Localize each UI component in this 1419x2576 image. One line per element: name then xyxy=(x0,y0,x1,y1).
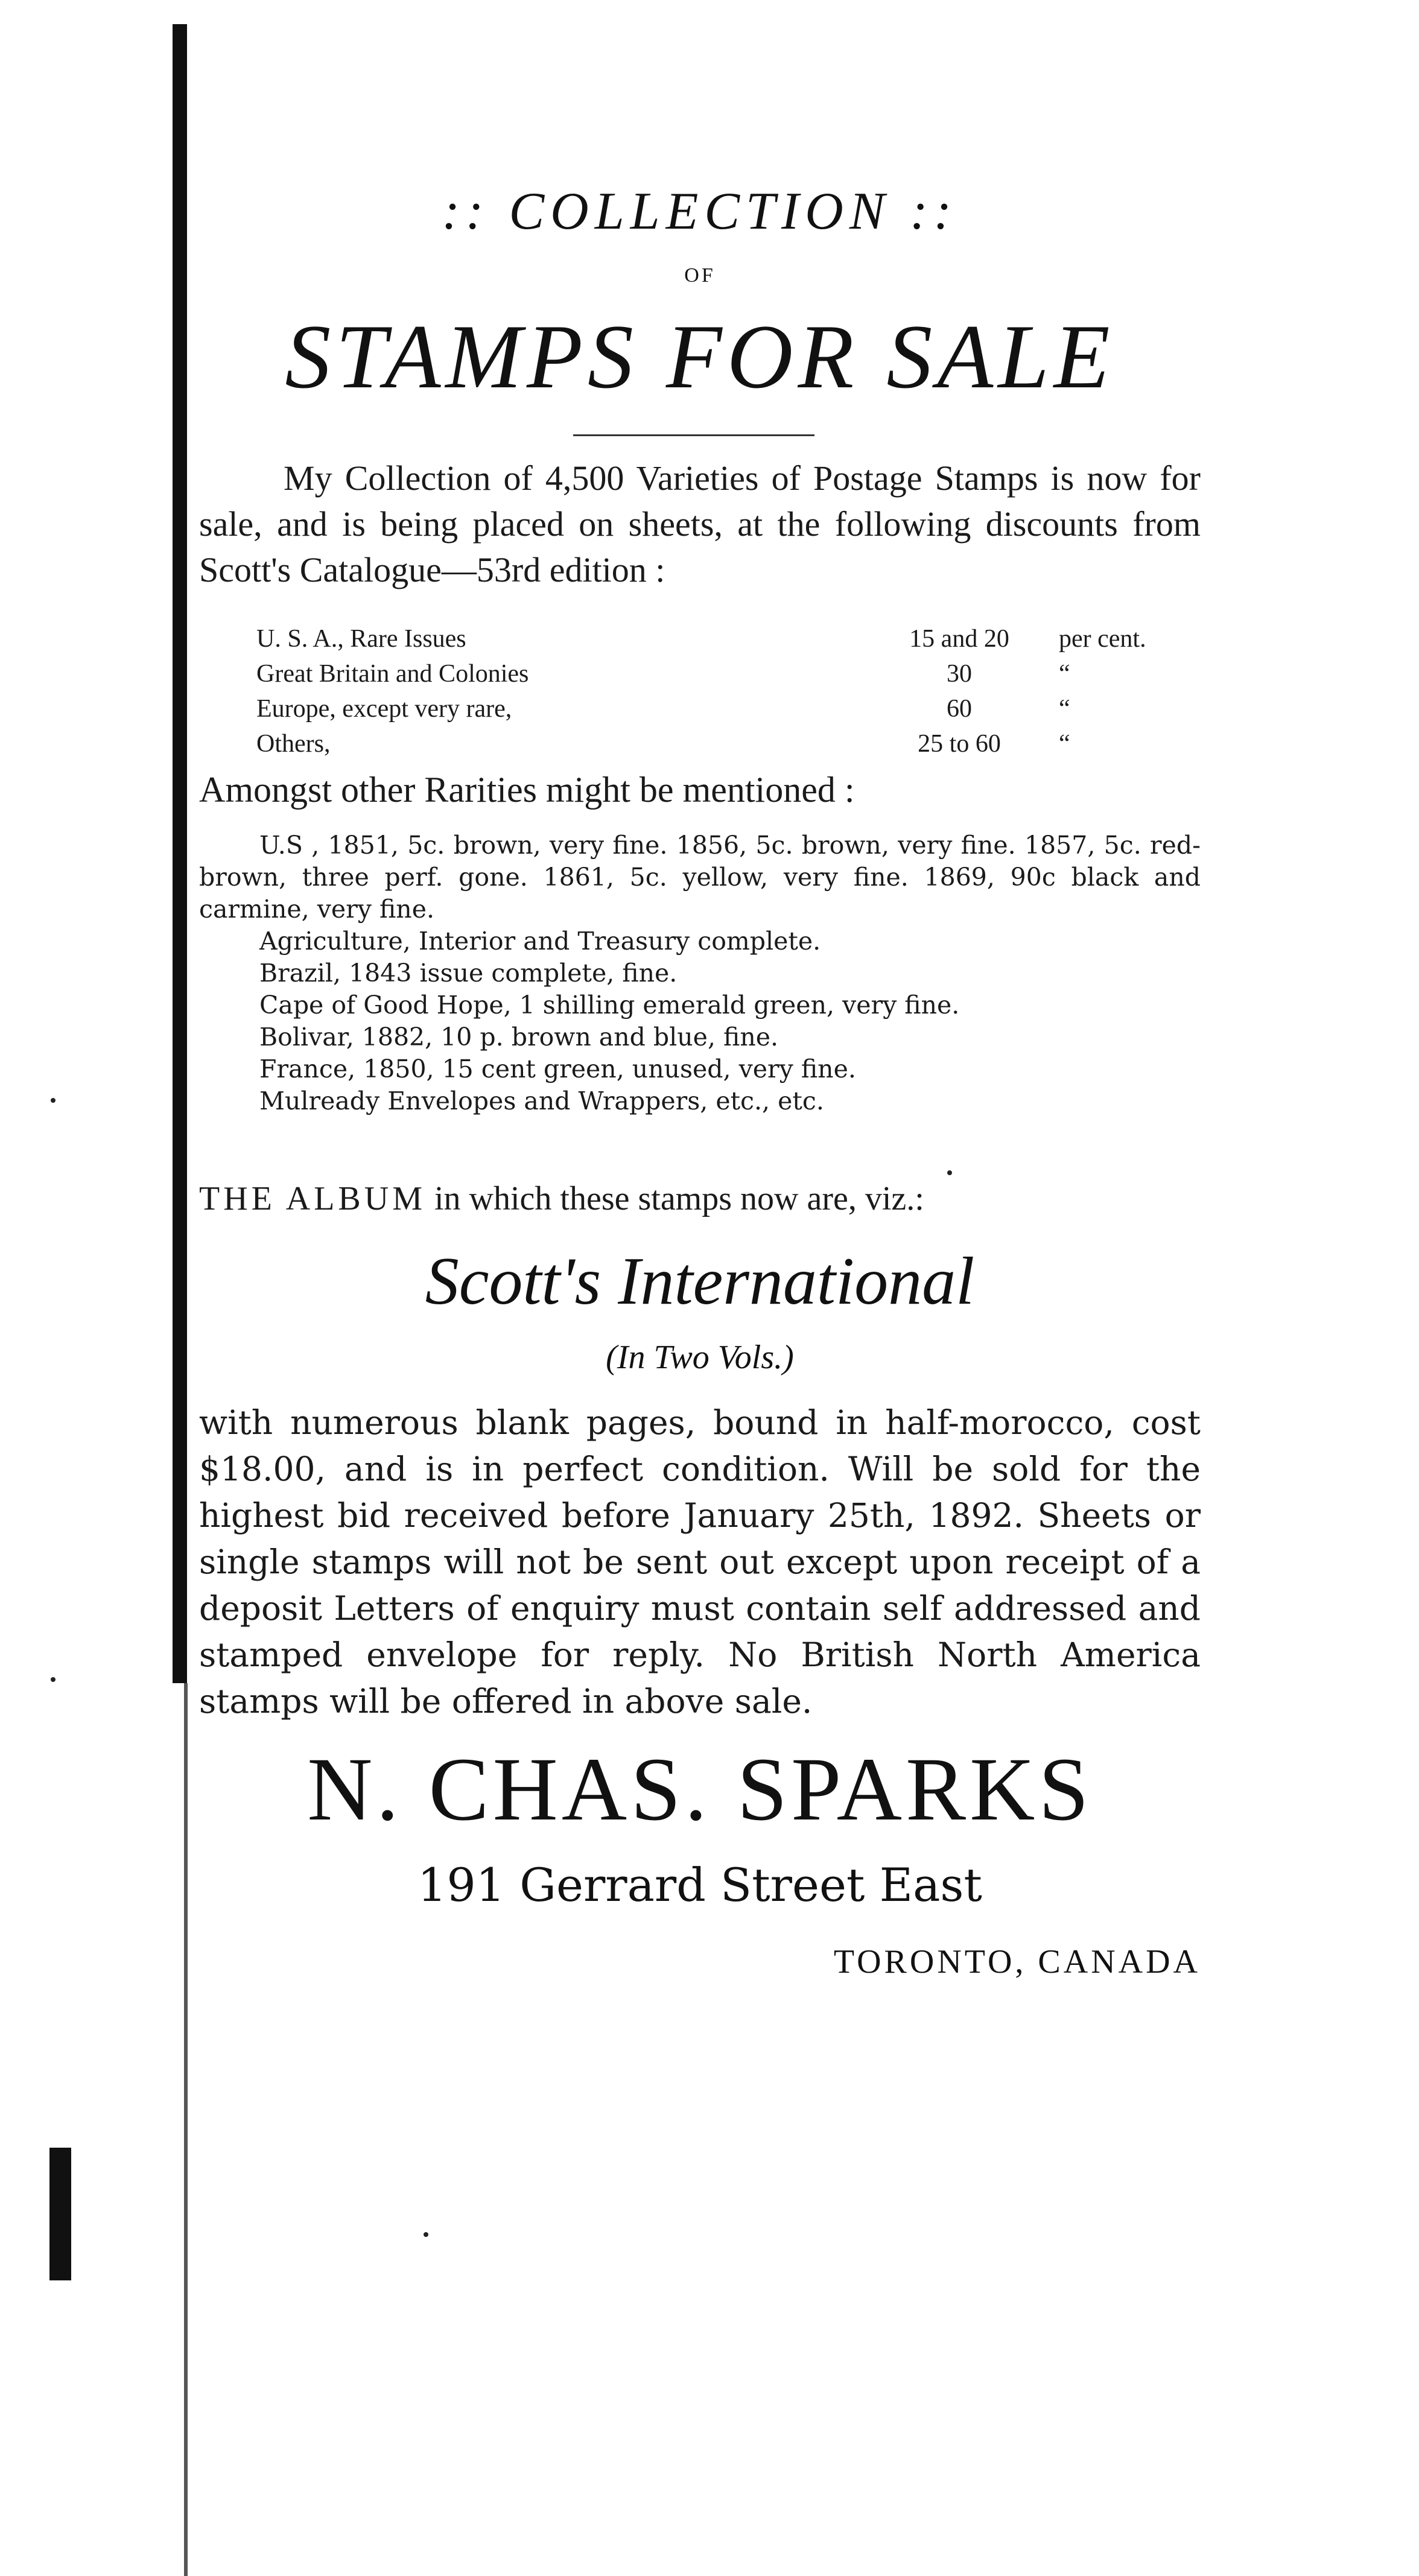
discount-label: Europe, except very rare, xyxy=(256,695,512,723)
rarities-list xyxy=(199,830,1201,1117)
scan-speck xyxy=(51,1098,56,1103)
discount-unit: per cent. xyxy=(1059,625,1146,653)
album-line xyxy=(199,1179,1201,1218)
album-rest: in which these stamps now are, viz.: xyxy=(426,1180,924,1217)
scan-edge-mark xyxy=(49,2148,71,2280)
heading-divider xyxy=(573,434,814,436)
discount-rate: 25 to 60 xyxy=(918,730,1001,758)
discount-row xyxy=(256,723,1155,758)
seller-street: 191 Gerrard Street East xyxy=(417,1858,982,1912)
list-item: Bolivar, 1882, 10 p. brown and blue, fine. xyxy=(259,1023,779,1052)
discount-unit: “ xyxy=(1059,695,1070,723)
list-item: Agriculture, Interior and Treasury complete. xyxy=(259,927,821,956)
album-volumes: (In Two Vols.) xyxy=(606,1339,794,1376)
album-title: Scott's International xyxy=(425,1244,975,1319)
discount-unit: “ xyxy=(1059,730,1070,758)
intro-paragraph: My Collection of 4,500 Varieties of Postage Stamps is now for sale, and is being placed on sheets, at the following discounts from Scott's Catalogue—53rd edition : xyxy=(199,458,1201,589)
seller-city: TORONTO, CANADA xyxy=(833,1943,1201,1981)
rarities-heading: Amongst other Rarities might be mentioned : xyxy=(199,770,855,810)
discount-label: Others, xyxy=(256,730,331,758)
heading-of: OF xyxy=(684,264,716,287)
sale-terms-paragraph: with numerous blank pages, bound in half-morocco, cost $18.00, and is in perfect condition. Will be sold for the highest bid received before January 25th, 1892. Sheets or single stamps will not be sent out except upon receipt of a deposit Letters of enquiry must contain self addressed and stamped envelope for reply. No British North America stamps will be offered in above sale. xyxy=(199,1403,1201,1721)
discount-unit: “ xyxy=(1059,660,1070,688)
scan-edge-line xyxy=(184,1683,188,2576)
discount-row xyxy=(256,618,1155,653)
heading-stamps-for-sale: STAMPS FOR SALE xyxy=(285,306,1115,407)
scan-speck xyxy=(947,1170,952,1175)
discount-row xyxy=(256,688,1155,723)
heading-collection: :: COLLECTION :: xyxy=(442,182,958,241)
list-item: Brazil, 1843 issue complete, fine. xyxy=(259,959,678,988)
album-caps: THE ALBUM xyxy=(199,1180,426,1217)
scan-speck xyxy=(424,2232,428,2237)
scan-edge-shadow xyxy=(173,24,187,1683)
discount-label: Great Britain and Colonies xyxy=(256,660,529,688)
discount-rate: 15 and 20 xyxy=(909,625,1009,653)
discount-rate: 30 xyxy=(947,660,972,688)
scan-speck xyxy=(51,1677,56,1682)
rarities-us-entry: U.S , 1851, 5c. brown, very fine. 1856, 5c. brown, very fine. 1857, 5c. red-brown, three perf. gone. 1861, 5c. yellow, very fine. 1869, 90c black and carmine, very fine. xyxy=(199,831,1201,924)
discount-label: U. S. A., Rare Issues xyxy=(256,625,466,653)
discount-row xyxy=(256,653,1155,688)
list-item: Mulready Envelopes and Wrappers, etc., etc. xyxy=(259,1087,824,1115)
discount-rate: 60 xyxy=(947,695,972,723)
list-item: France, 1850, 15 cent green, unused, very fine. xyxy=(259,1055,856,1083)
discount-table xyxy=(256,618,1155,758)
list-item: Cape of Good Hope, 1 shilling emerald green, very fine. xyxy=(259,991,960,1020)
seller-name: N. CHAS. SPARKS xyxy=(307,1739,1093,1839)
